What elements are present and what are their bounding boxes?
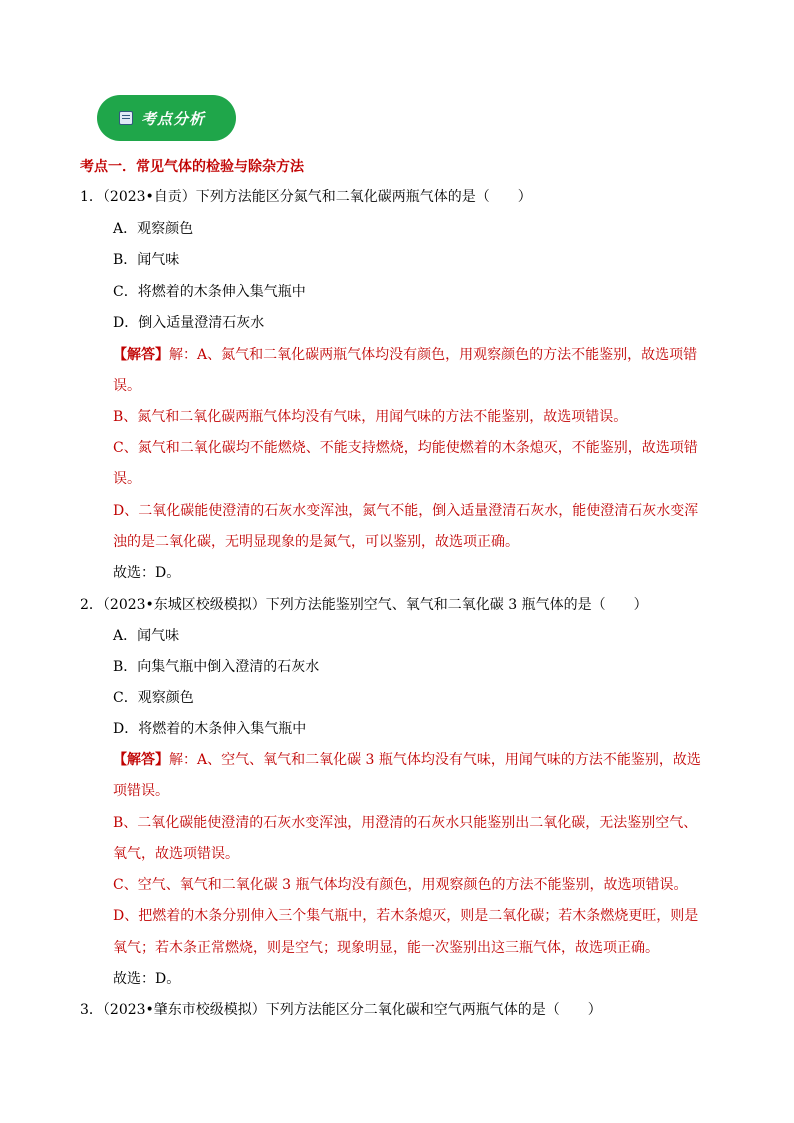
answer-text: 解：A、氮气和二氧化碳两瓶气体均没有颜色，用观察颜色的方法不能鉴别，故选项错 [169,347,698,363]
question-1-option-b: B．闻气味 [113,252,180,268]
question-2-answer-line: C、空气、氧气和二氧化碳 3 瓶气体均没有颜色，用观察颜色的方法不能鉴别，故选项错误。 [113,877,688,893]
question-1-answer-line: 浊的是二氧化碳，无明显现象的是氮气，可以鉴别，故选项正确。 [113,534,519,550]
question-1-option-c: C．将燃着的木条伸入集气瓶中 [113,284,306,300]
badge-label: 考点分析 [141,109,206,128]
question-2-option-b: B．向集气瓶中倒入澄清的石灰水 [113,659,320,675]
question-1-answer-line [113,345,697,365]
question-2-answer-line: 氧气，故选项错误。 [113,846,239,862]
answer-tag: 【解答】 [113,752,169,768]
question-1-stem: 1．（2023•自贡）下列方法能区分氮气和二氧化碳两瓶气体的是（ ） [80,189,532,205]
answer-tag: 【解答】 [113,347,169,363]
question-1-option-d: D．倒入适量澄清石灰水 [113,315,265,331]
section-badge [97,95,236,141]
question-2-option-d: D．将燃着的木条伸入集气瓶中 [113,721,307,737]
question-2-answer-line: 氧气；若木条正常燃烧，则是空气；现象明显，能一次鉴别出这三瓶气体，故选项正确。 [113,940,659,956]
question-1-option-a: A．观察颜色 [113,221,194,237]
question-1-choice: 故选：D。 [113,565,181,581]
question-2-choice: 故选：D。 [113,971,181,987]
question-2-answer-line: B、二氧化碳能使澄清的石灰水变浑浊，用澄清的石灰水只能鉴别出二氧化碳，无法鉴别空气、 [113,815,698,831]
question-2-option-c: C．观察颜色 [113,690,194,706]
question-2-answer-line [113,750,701,770]
question-1-answer-line: B、氮气和二氧化碳两瓶气体均没有气味，用闻气味的方法不能鉴别，故选项错误。 [113,409,628,425]
question-3-stem: 3．（2023•肇东市校级模拟）下列方法能区分二氧化碳和空气两瓶气体的是（ ） [80,1002,602,1018]
question-1-answer-line: 误。 [113,378,141,394]
question-1-answer-line: 误。 [113,471,141,487]
question-2-answer-line: D、把燃着的木条分别伸入三个集气瓶中，若木条熄灭，则是二氧化碳；若木条燃烧更旺，则是 [113,908,699,924]
question-2-stem: 2．（2023•东城区校级模拟）下列方法能鉴别空气、氧气和二氧化碳 3 瓶气体的是（ ） [80,597,648,613]
question-2-answer-line: 项错误。 [113,783,169,799]
answer-text: 解：A、空气、氧气和二氧化碳 3 瓶气体均没有气味，用闻气味的方法不能鉴别，故选 [169,752,701,768]
question-2-option-a: A．闻气味 [113,628,180,644]
document-icon [119,111,133,125]
topic-heading: 考点一．常见气体的检验与除杂方法 [80,159,304,175]
question-1-answer-line: D、二氧化碳能使澄清的石灰水变浑浊，氮气不能，倒入适量澄清石灰水，能使澄清石灰水变浑 [113,503,699,519]
question-1-answer-line: C、氮气和二氧化碳均不能燃烧、不能支持燃烧，均能使燃着的木条熄灭，不能鉴别，故选项错 [113,440,698,456]
